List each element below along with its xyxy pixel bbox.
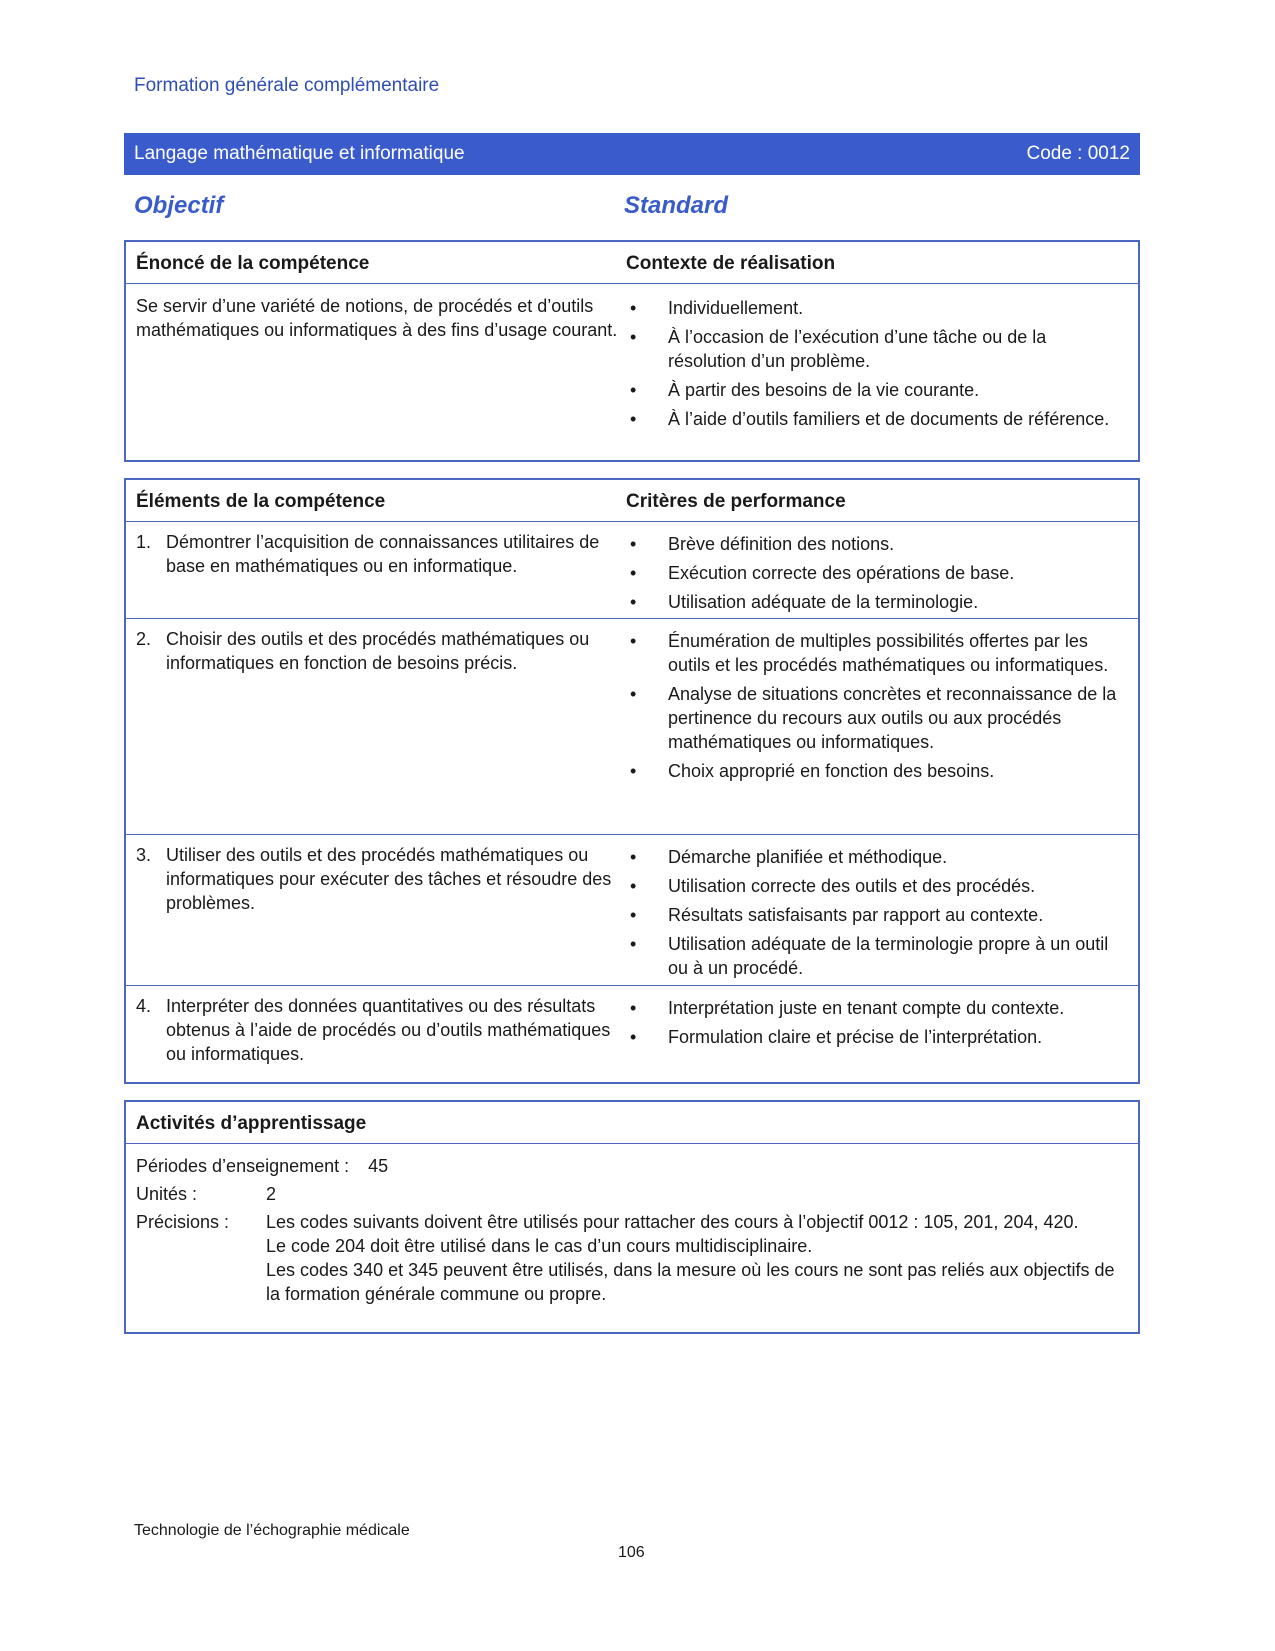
enonce-text: Se servir d’une variété de notions, de procédés et d’outils mathématiques ou informatiques à des fins d’usage courant.	[136, 296, 618, 340]
criteres-list	[626, 532, 1126, 619]
element-4	[136, 994, 626, 1066]
list-item: • Énumération de multiples possibilités offertes par les outils et les procédés mathématiques ou informatiques.	[626, 629, 1126, 677]
element-row	[126, 619, 1138, 835]
section-activites	[124, 1100, 1140, 1334]
element-text: Démontrer l’acquisition de connaissances utilitaires de base en mathématiques ou en informatique.	[166, 532, 600, 576]
heading-objectif: Objectif	[134, 192, 224, 219]
footer-program: Technologie de l’échographie médicale	[134, 1522, 410, 1539]
list-item: • Utilisation adéquate de la terminologie propre à un outil ou à un procédé.	[626, 932, 1126, 980]
element-number: 2.	[136, 629, 152, 649]
list-item: • À l’occasion de l’exécution d’une tâche ou de la résolution d’un problème.	[626, 325, 1126, 373]
unites-line	[136, 1182, 277, 1206]
objective-bar	[124, 133, 1140, 175]
element-number: 1.	[136, 532, 152, 552]
contexte-title: Contexte de réalisation	[626, 253, 836, 274]
column-headings	[134, 192, 1134, 226]
objective-bar-title: Langage mathématique et informatique	[134, 143, 465, 164]
element-1	[136, 530, 626, 578]
criteres-list	[626, 996, 1126, 1054]
list-item: • Résultats satisfaisants par rapport au contexte.	[626, 903, 1126, 927]
periodes-line	[136, 1154, 388, 1178]
list-item: • Analyse de situations concrètes et reconnaissance de la pertinence du recours aux outils ou aux procédés mathématiques ou informatiques.	[626, 682, 1126, 754]
list-item: • À partir des besoins de la vie courante.	[626, 378, 1126, 402]
list-item: • Démarche planifiée et méthodique.	[626, 845, 1126, 869]
page-number: 106	[618, 1544, 645, 1561]
criteres-title: Critères de performance	[626, 491, 846, 512]
element-3	[136, 843, 626, 915]
precisions-label: Précisions :	[136, 1212, 230, 1232]
criteres-list	[626, 845, 1126, 985]
list-item: • Choix approprié en fonction des besoins.	[626, 759, 1126, 783]
elements-title: Éléments de la compétence	[136, 491, 386, 512]
list-item: • Brève définition des notions.	[626, 532, 1126, 556]
section-enonce	[124, 240, 1140, 462]
precision-item: Les codes 340 et 345 peuvent être utilisés, dans la mesure où les cours ne sont pas reliés aux objectifs de la formation générale commune ou propre.	[266, 1260, 1115, 1304]
objective-code: Code : 0012	[1026, 143, 1130, 164]
list-item: • Interprétation juste en tenant compte du contexte.	[626, 996, 1126, 1020]
element-2	[136, 627, 626, 675]
section-elements	[124, 478, 1140, 1084]
precision-item: Les codes suivants doivent être utilisés pour rattacher des cours à l’objectif 0012 : 105, 201, 204, 420.	[266, 1212, 1079, 1232]
activites-title: Activités d’apprentissage	[136, 1113, 367, 1134]
list-item: • Utilisation adéquate de la terminologie.	[626, 590, 1126, 614]
enonce-row	[126, 284, 1138, 460]
enonce-title: Énoncé de la compétence	[136, 253, 370, 274]
list-item: • À l’aide d’outils familiers et de documents de référence.	[626, 407, 1126, 431]
precisions-body	[266, 1210, 1132, 1306]
list-item: • Formulation claire et précise de l’interprétation.	[626, 1025, 1126, 1049]
contexte-list	[626, 296, 1126, 436]
section-elements-header	[126, 480, 1138, 522]
list-item: • Exécution correcte des opérations de base.	[626, 561, 1126, 585]
element-row	[126, 835, 1138, 986]
unites-value: 2	[266, 1184, 277, 1204]
list-item: • Individuellement.	[626, 296, 1126, 320]
list-item: • Utilisation correcte des outils et des procédés.	[626, 874, 1126, 898]
periodes-value: 45	[368, 1156, 389, 1176]
element-row	[126, 986, 1138, 1076]
unites-label: Unités :	[136, 1184, 198, 1204]
element-text: Choisir des outils et des procédés mathématiques ou informatiques en fonction de besoins précis.	[166, 629, 590, 673]
heading-standard: Standard	[624, 192, 729, 219]
criteres-list	[626, 629, 1126, 788]
section-enonce-header	[126, 242, 1138, 284]
element-text: Interpréter des données quantitatives ou des résultats obtenus à l’aide de procédés ou d’outils mathématiques ou informatiques.	[166, 996, 611, 1064]
page-header-title: Formation générale complémentaire	[134, 75, 440, 96]
element-row	[126, 522, 1138, 619]
element-number: 3.	[136, 845, 152, 865]
element-text: Utiliser des outils et des procédés mathématiques ou informatiques pour exécuter des tâches et résoudre des problèmes.	[166, 845, 612, 913]
periodes-label: Périodes d’enseignement :	[136, 1156, 350, 1176]
precision-item: Le code 204 doit être utilisé dans le cas d’un cours multidisciplinaire.	[266, 1236, 813, 1256]
element-number: 4.	[136, 996, 152, 1016]
section-activites-header	[126, 1102, 1138, 1144]
